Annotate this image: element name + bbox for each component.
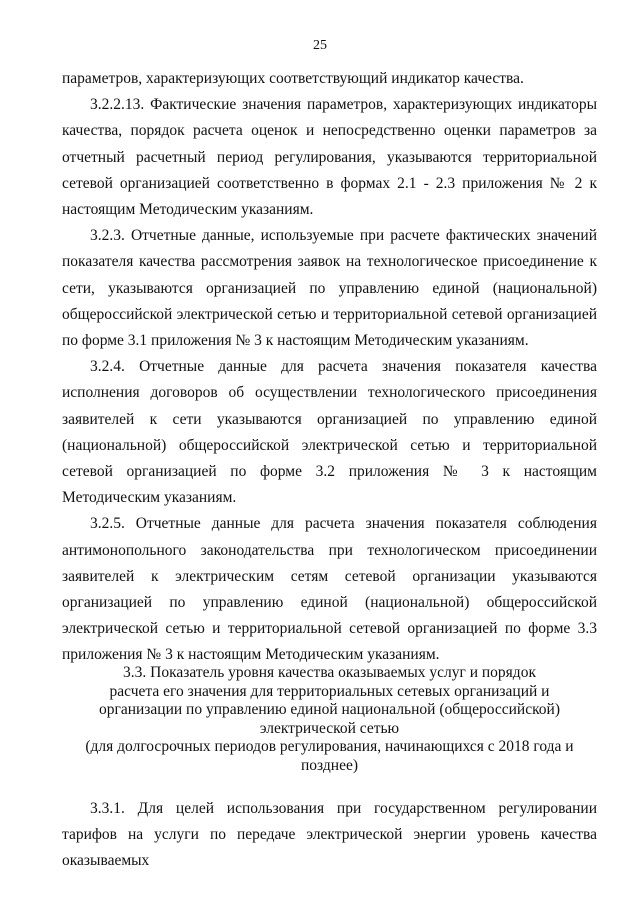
heading-line: организации по управлению единой национальной (общероссийской) — [98, 701, 561, 718]
tail-text — [62, 796, 597, 875]
section-heading-3-3 — [62, 664, 597, 775]
paragraph-3-2-2-13: 3.2.2.13. Фактические значения параметров, характеризующих индикаторы качества, порядок расчета оценок и непосредственно оценки параметров за отчетный расчетный период регулирования, указываются территориальной сетевой организацией соответственно в формах 2.1 - 2.3 приложения № 2 к настоящим Методическим указаниям. — [62, 96, 597, 219]
paragraph-3-2-5: 3.2.5. Отчетные данные для расчета значения показателя соблюдения антимонопольного законодательства при технологическом присоединении заявителей к электрическим сетям сетевой организации указываются организацией по управлению единой (национальной) общероссийской электрической сетью и территориальной сетевой организацией по форме 3.3 приложения № 3 к настоящим Методическим указаниям. — [62, 515, 597, 664]
body-text — [62, 66, 597, 669]
heading-line: (для долгосрочных периодов регулирования, начинающихся с 2018 года и — [85, 738, 574, 755]
page-number: 25 — [313, 38, 327, 53]
paragraph-3-2-3: 3.2.3. Отчетные данные, используемые при расчете фактических значений показателя качества рассмотрения заявок на технологическое присоединение к сети, указываются организацией по управлению единой (национальной) общероссийской электрической сетью и территориальной сетевой организацией по форме 3.1 приложения № 3 к настоящим Методическим указаниям. — [62, 227, 597, 350]
heading-line: расчета его значения для территориальных сетевых организаций и — [109, 682, 550, 700]
heading-line: позднее) — [301, 756, 358, 774]
paragraph-3-2-4: 3.2.4. Отчетные данные для расчета значения показателя качества исполнения договоров об осуществлении технологического присоединения заявителей к сети указываются организацией по управлению единой (национальной) общероссийской электрической сетью и территориальной сетевой организацией по форме 3.2 приложения № 3 к настоящим Методическим указаниям. — [62, 358, 597, 507]
paragraph-3-3-1: 3.3.1. Для целей использования при государственном регулировании тарифов на услуги по передаче электрической энергии уровень качества оказываемых — [62, 800, 597, 870]
heading-line: электрической сетью — [259, 719, 400, 737]
paragraph-continuation: параметров, характеризующих соответствующий индикатор качества. — [62, 70, 524, 87]
heading-line: 3.3. Показатель уровня качества оказываемых услуг и порядок — [123, 664, 536, 681]
